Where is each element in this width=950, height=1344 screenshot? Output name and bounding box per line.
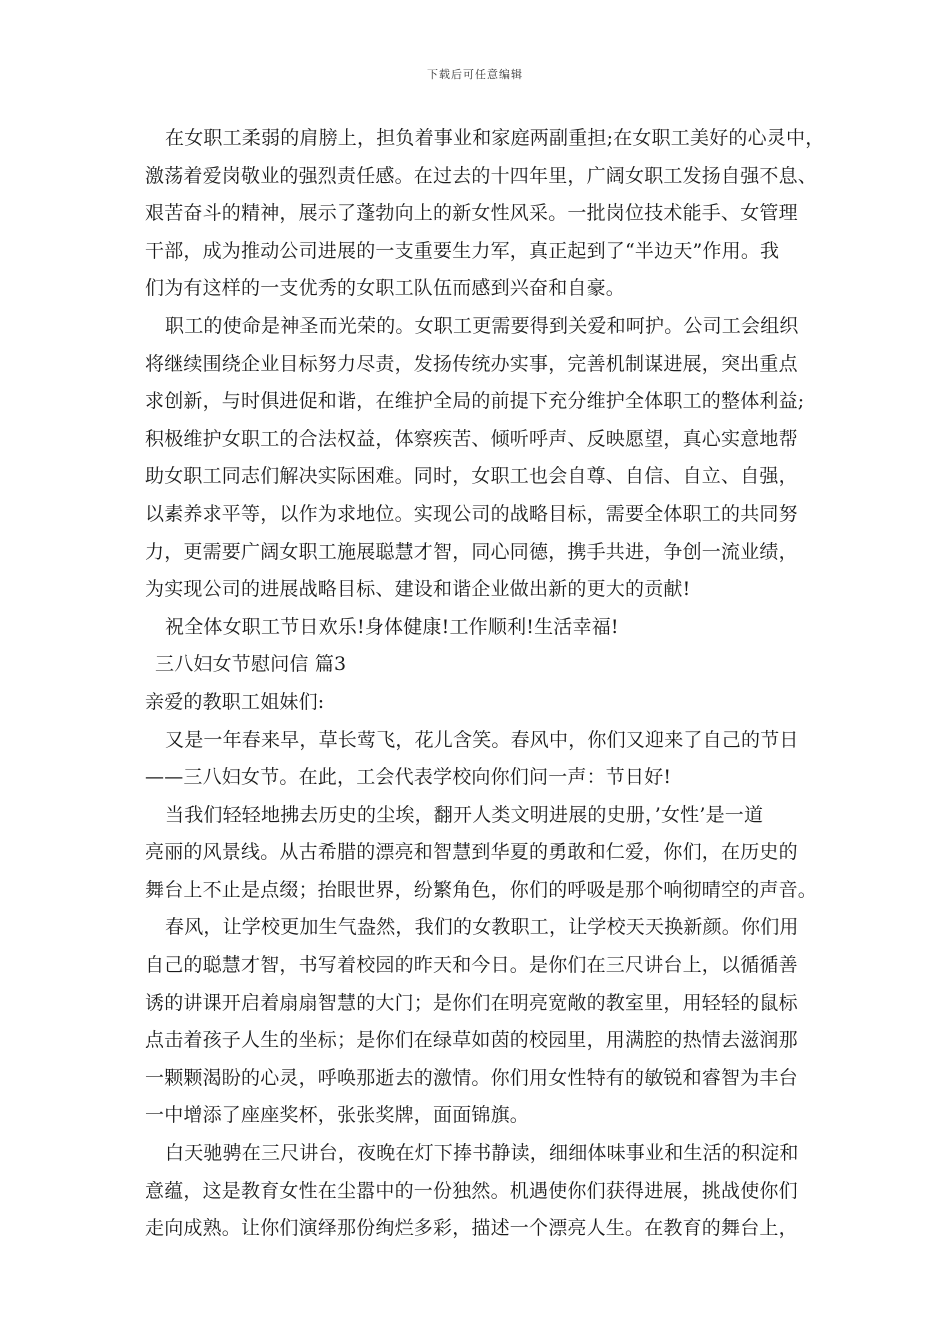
text-line: 力，更需要广阔女职工施展聪慧才智，同心同德，携手共进，争创一流业绩， [145,540,798,563]
text-line: 助女职工同志们解决实际困难。同时，女职工也会自尊、自信、自立、自强， [145,465,798,488]
text-line: 积极维护女职工的合法权益，体察疾苦、倾听呼声、反映愿望，真心实意地帮 [145,427,798,450]
text-line: 们为有这样的一支优秀的女职工队伍而感到兴奋和自豪。 [145,277,626,300]
text-line: 舞台上不止是点缀；抬眼世界，纷繁角色，你们的呼吸是那个响彻晴空的声音。 [145,878,818,901]
text-line: 又是一年春来早，草长莺飞，花儿含笑。春风中，你们又迎来了自己的节日 [165,728,799,751]
text-line: 以素养求平等，以作为求地位。实现公司的战略目标，需要全体职工的共同努 [145,502,798,525]
text-line: 自己的聪慧才智，书写着校园的昨天和今日。是你们在三尺讲台上，以循循善 [145,954,798,977]
text-line: 点击着孩子人生的坐标；是你们在绿草如茵的校园里，用满腔的热情去滋润那 [145,1029,798,1052]
text-line: 为实现公司的进展战略目标、建设和谐企业做出新的更大的贡献! [145,578,691,601]
text-line: 激荡着爱岗敬业的强烈责任感。在过去的十四年里，广阔女职工发扬自强不息、 [145,164,818,187]
header-note: 下载后可任意编辑 [427,68,523,81]
text-line: 一中增添了座座奖杯，张张奖牌，面面锦旗。 [145,1104,530,1127]
text-line: 亮丽的风景线。从古希腊的漂亮和智慧到华夏的勇敢和仁爱，你们，在历史的 [145,841,798,864]
text-line: 求创新，与时俱进促和谐，在维护全局的前提下充分维护全体职工的整体利益; [145,390,805,413]
text-line: 当我们轻轻地拂去历史的尘埃，翻开人类文明进展的史册，’女性’是一道 [165,803,764,826]
text-line: 意蕴，这是教育女性在尘嚣中的一份独然。机遇使你们获得进展，挑战使你们 [145,1179,798,1202]
text-line: 艰苦奋斗的精神，展示了蓬勃向上的新女性风采。一批岗位技术能手、女管理 [145,202,798,225]
text-line: 诱的讲课开启着扇扇智慧的大门；是你们在明亮宽敞的教室里，用轻轻的鼠标 [145,991,798,1014]
text-line: 白天驰骋在三尺讲台，夜晚在灯下捧书静读，细细体味事业和生活的积淀和 [165,1142,799,1165]
text-line: ——三八妇女节。在此，工会代表学校向你们问一声：节日好! [145,766,672,789]
text-line: 一颗颗渴盼的心灵，呼唤那逝去的激情。你们用女性特有的敏锐和睿智为丰台 [145,1066,798,1089]
text-line: 春风，让学校更加生气盎然，我们的女教职工，让学校天天换新颜。你们用 [165,916,799,939]
text-line: 走向成熟。让你们演绎那份绚烂多彩，描述一个漂亮人生。在教育的舞台上， [145,1217,798,1240]
document-body [145,120,825,1248]
text-line: 三八妇女节慰问信 篇3 [155,653,347,676]
text-line: 干部，成为推动公司进展的一支重要生力军，真正起到了“半边天”作用。我 [145,239,780,262]
text-line: 亲爱的教职工姐妹们: [145,690,325,713]
text-line: 在女职工柔弱的肩膀上，担负着事业和家庭两副重担;在女职工美好的心灵中， [165,127,825,149]
text-line: 职工的使命是神圣而光荣的。女职工更需要得到关爱和呵护。公司工会组织 [165,314,799,337]
text-line: 祝全体女职工节日欢乐!身体健康!工作顺利!生活幸福! [165,615,619,638]
text-line: 将继续围绕企业目标努力尽责，发扬传统办实事，完善机制谋进展，突出重点 [145,352,798,375]
